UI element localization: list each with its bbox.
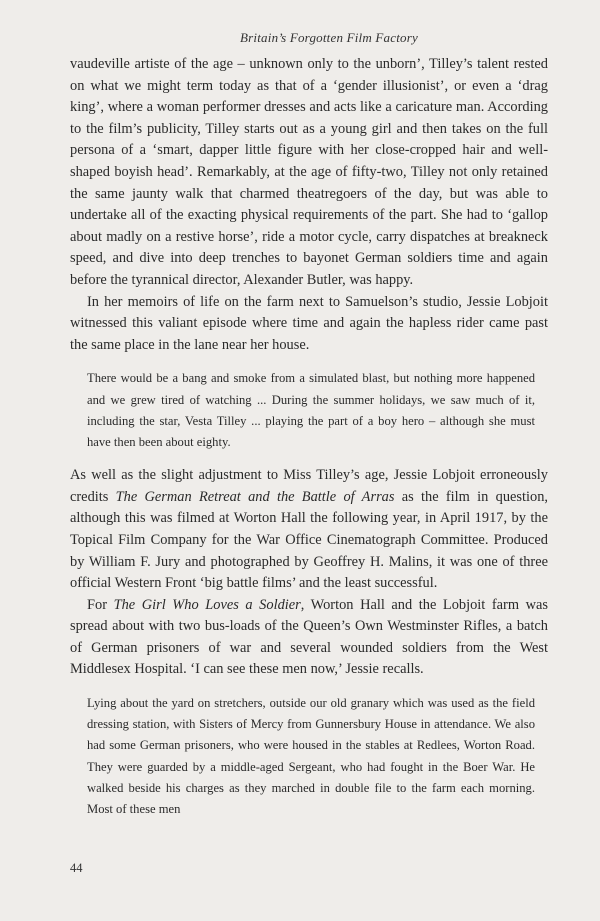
film-title-girl-who-loves-a-soldier: The Girl Who Loves a Soldier xyxy=(113,596,301,613)
running-head: Britain’s Forgotten Film Factory xyxy=(240,30,418,45)
paragraph-3-text-after: as the film in question, although this was filmed at Worton Hall the following year, in April 1917, by the Topical Film Company for the War Office Cinematograph Committee. Produced by William F. Jury and photographed by Geoffrey H. Malins, it was one of three official Western Front ‘big battle films’ and the least successful. xyxy=(70,488,548,592)
block-quote-2: Lying about the yard on stretchers, outside our old granary which was used as the field dressing station, with Sisters of Mercy from Gunnersbury House in attendance. We also had some German prisoners, who were housed in the stables at Redlees, Worton Road. They were guarded by a middle-aged Sergeant, who had fought in the Boer War. He walked beside his charges as they marched in double file to the farm each morning. Most of these men xyxy=(87,696,535,817)
block-quote-1: There would be a bang and smoke from a simulated blast, but nothing more happened and we grew tired of watching ... During the summer holidays, we saw much of it, including the star, Vesta Tilley ... playing the part of a boy hero – although she must have then been about eighty. xyxy=(87,371,535,449)
paragraph-4 xyxy=(70,595,548,681)
paragraph-4-text-before: For xyxy=(87,596,114,613)
film-title-german-retreat: The German Retreat and the Battle of Arras xyxy=(115,488,395,505)
paragraph-1: vaudeville artiste of the age – unknown only to the unborn’, Tilley’s talent rested on what we might term today as that of a ‘gender illusionist’, or even a ‘drag king’, where a woman performer dresses and acts like a caricature man. According to the film’s publicity, Tilley starts out as a young girl and then takes on the full persona of a ‘smart, dapper little figure with her close-cropped hair and well-shaped boyish head’. Remarkably, at the age of fifty-two, Tilley not only retained the same jaunty walk that charmed theatregoers of the day, but was able to undertake all of the exacting physical requirements of the part. She had to ‘gallop about madly on a restive horse’, ride a motor cycle, carry dispatches at breakneck speed, and dive into deep trenches to bayonet German soldiers time and again before the tyrannical director, Alexander Butler, was happy. xyxy=(70,56,548,288)
page-number: 44 xyxy=(70,861,83,875)
paragraph-4-text-after: , Worton Hall and the Lobjoit farm was spread about with two bus-loads of the Queen’s Own Westminster Rifles, a batch of German prisoners of war and several wounded soldiers from the West Middlesex Hospital. ‘I can see these men now,’ Jessie recalls. xyxy=(70,596,549,678)
paragraph-3 xyxy=(70,465,548,595)
paragraph-3-text-before: As well as the slight adjustment to Miss Tilley’s age, Jessie Lobjoit erroneously credits xyxy=(70,467,548,505)
paragraph-2: In her memoirs of life on the farm next to Samuelson’s studio, Jessie Lobjoit witnessed this valiant episode where time and again the hapless rider came past the same place in the lane near her house. xyxy=(70,293,548,353)
